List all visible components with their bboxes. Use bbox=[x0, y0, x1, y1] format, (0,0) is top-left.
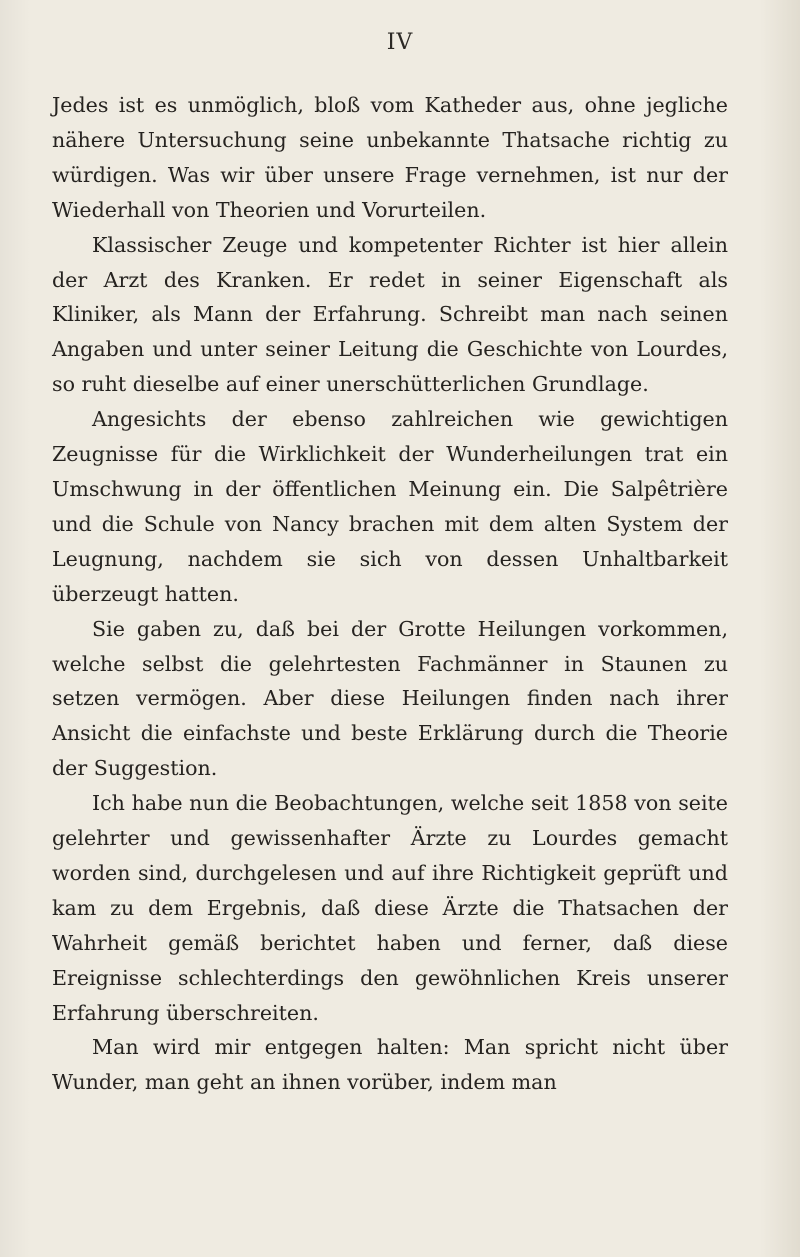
paragraph: Angesichts der ebenso zahlreichen wie gewichtigen Zeugnisse für die Wirklichkeit der Wunderheilungen trat ein Umschwung in der öffentlichen Meinung ein. Die Salpêtrière und die Schule von Nancy brachen mit dem alten System der Leugnung, nachdem sie sich von dessen Unhaltbarkeit überzeugt hatten. bbox=[52, 407, 728, 606]
paragraph: Ich habe nun die Beobachtungen, welche seit 1858 von seite gelehrter und gewissenhafter Ärzte zu Lourdes gemacht worden sind, durchgelesen und auf ihre Richtigkeit geprüft und kam zu dem Ergebnis, daß diese Ärzte die Thatsachen der Wahrheit gemäß berichtet haben und ferner, daß diese Ereignisse schlechterdings den gewöhnlichen Kreis unserer Erfahrung überschreiten. bbox=[52, 791, 728, 1025]
paragraph: Klassischer Zeuge und kompetenter Richter ist hier allein der Arzt des Kranken. Er redet in seiner Eigenschaft als Kliniker, als Mann der Erfahrung. Schreibt man nach seinen Angaben und unter seiner Leitung die Geschichte von Lourdes, so ruht dieselbe auf einer unerschütterlichen Grundlage. bbox=[52, 232, 728, 397]
paragraph: Sie gaben zu, daß bei der Grotte Heilungen vorkommen, welche selbst die gelehrtesten Fachmänner in Staunen zu setzen vermögen. Aber diese Heilungen finden nach ihrer Ansicht die einfachste und beste Erklärung durch die Theorie der Suggestion. bbox=[52, 616, 728, 781]
paragraph: Jedes ist es unmöglich, bloß vom Katheder aus, ohne jegliche nähere Untersuchung seine unbekannte Thatsache richtig zu würdigen. Was wir über unsere Frage vernehmen, ist nur der Wiederhall von Theorien und Vorurteilen. bbox=[52, 93, 728, 222]
paragraph: Man wird mir entgegen halten: Man spricht nicht über Wunder, man geht an ihnen vorüber, indem man bbox=[52, 1035, 728, 1095]
page-number: IV bbox=[386, 30, 414, 55]
body-text bbox=[52, 88, 728, 1100]
